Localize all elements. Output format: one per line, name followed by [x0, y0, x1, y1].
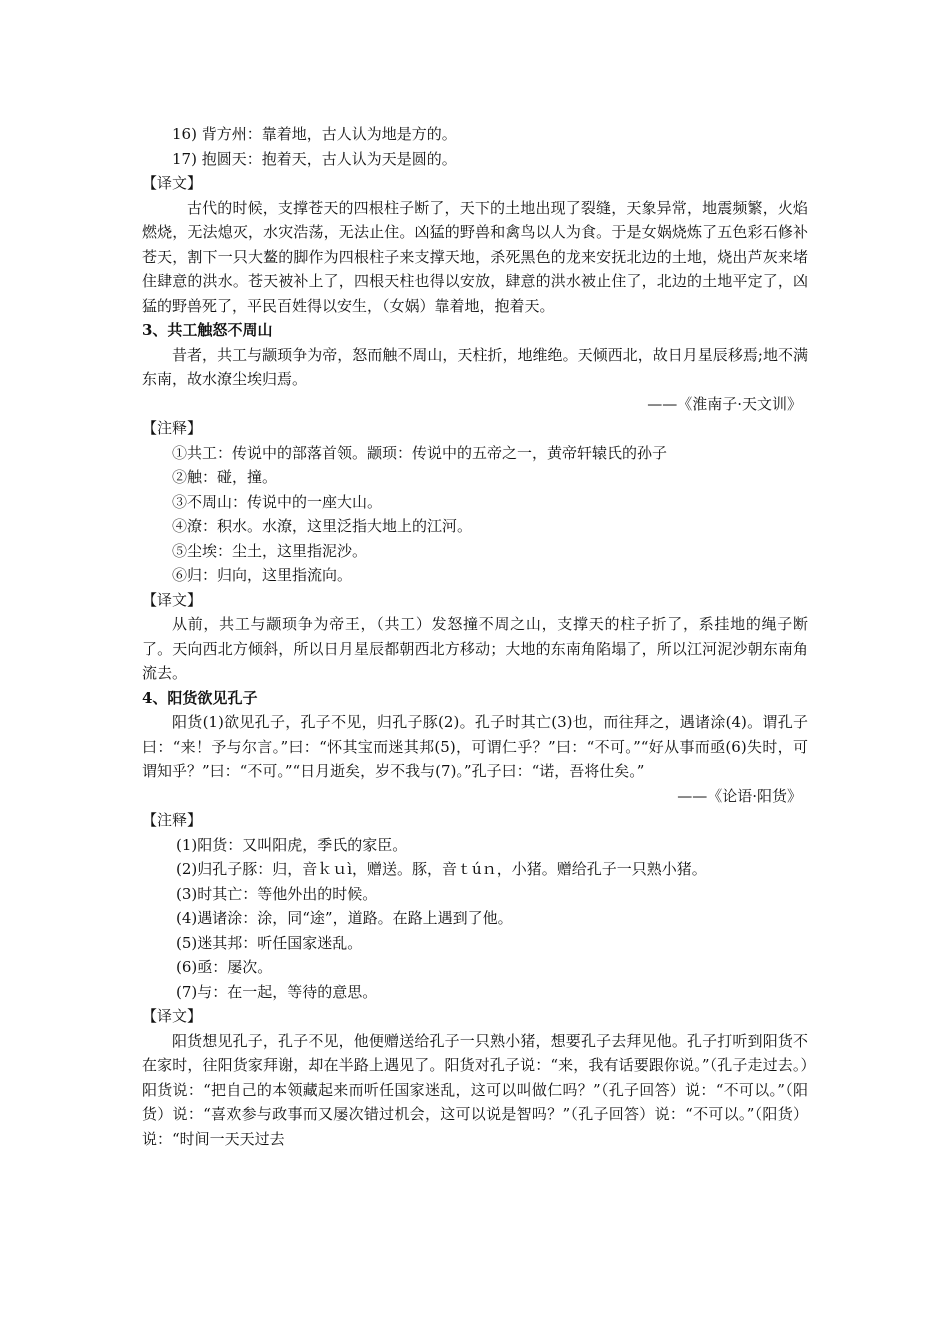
note-item: (2)归孔子豚：归，音ｋｕì，赠送。豚，音ｔúｎ，小猪。赠给孔子一只熟小猪。: [176, 860, 707, 878]
section-title: 3、共工触怒不周山: [142, 321, 273, 339]
note-item: ②触：碰，撞。: [172, 468, 278, 486]
original-text: 昔者，共工与颛顼争为帝，怒而触不周山，天柱折，地维绝。天倾西北，故日月星辰移焉;地不满东南，故水潦尘埃归焉。: [142, 345, 808, 388]
translation-label: 【译文】: [142, 1007, 203, 1025]
note-item: ④潦：积水。水潦，这里泛指大地上的江河。: [172, 517, 473, 535]
document-body: [142, 122, 808, 1151]
note-item: (1)阳货：又叫阳虎，季氏的家臣。: [176, 835, 408, 854]
note-item: (4)遇诸涂：涂，同“途”，道路。在路上遇到了他。: [176, 909, 513, 927]
notes-label: 【注释】: [142, 419, 203, 437]
note-item: (5)迷其邦：听任国家迷乱。: [176, 933, 363, 952]
translation-paragraph: 从前，共工与颛顼争为帝王，（共工）发怒撞不周之山，支撑天的柱子折了，系挂地的绳子断了。天向西北方倾斜，所以日月星辰都朝西北方移动；大地的东南角陷塌了，所以江河泥沙朝东南角流去。: [142, 615, 808, 682]
source-citation: ——《淮南子·天文训》: [647, 394, 802, 413]
original-text: 阳货(1)欲见孔子，孔子不见，归孔子豚(2)。孔子时其亡(3)也，而往拜之，遇诸涂(4)。谓孔子曰：“来！予与尔言。”曰：“怀其宝而迷其邦(5)，可谓仁乎？”曰：“不可。”“好从事而亟(6)失时，可谓知乎？”曰：“不可。”“日月逝矣，岁不我与(7)。”孔子曰：“诺，吾将仕矣。”: [142, 713, 808, 780]
source-citation: ——《论语·阳货》: [677, 786, 802, 805]
translation-paragraph: 古代的时候，支撑苍天的四根柱子断了，天下的土地出现了裂缝，天象异常，地震频繁，火焰燃烧，无法熄灭，水灾浩荡，无法止住。凶猛的野兽和禽鸟以人为食。于是女娲烧炼了五色彩石修补苍天，割下一只大鳌的脚作为四根柱子来支撑天地，杀死黑色的龙来安抚北边的土地，烧出芦灰来堵住肆意的洪水。苍天被补上了，四根天柱也得以安放，肆意的洪水被止住了，北边的土地平定了，凶猛的野兽死了，平民百姓得以安生，（女娲）靠着地，抱着天。: [142, 198, 808, 315]
notes-label: 【注释】: [142, 811, 203, 829]
translation-label: 【译文】: [142, 174, 203, 192]
note-16: 16) 背方州：靠着地，古人认为地是方的。: [172, 125, 457, 143]
note-item: ⑥归：归向，这里指流向。: [172, 566, 353, 584]
note-item: ③不周山：传说中的一座大山。: [172, 492, 383, 511]
note-item: (7)与：在一起，等待的意思。: [176, 982, 378, 1001]
section-title: 4、阳货欲见孔子: [142, 688, 258, 707]
translation-paragraph: 阳货想见孔子，孔子不见，他便赠送给孔子一只熟小猪，想要孔子去拜见他。孔子打听到阳货不在家时，往阳货家拜谢，却在半路上遇见了。阳货对孔子说：“来，我有话要跟你说。”（孔子走过去。）阳货说：“把自己的本领藏起来而听任国家迷乱，这可以叫做仁吗？”（孔子回答）说：“不可以。”（阳货）说：“喜欢参与政事而又屡次错过机会，这可以说是智吗？”（孔子回答）说：“不可以。”（阳货）说：“时间一天天过去: [142, 1031, 808, 1148]
note-item: ①共工：传说中的部落首领。颛顼：传说中的五帝之一，黄帝轩辕氏的孙子: [172, 443, 668, 462]
note-item: (6)亟：屡次。: [176, 958, 273, 976]
note-item: (3)时其亡：等他外出的时候。: [176, 884, 378, 903]
note-item: ⑤尘埃：尘土，这里指泥沙。: [172, 541, 368, 560]
translation-label: 【译文】: [142, 590, 203, 609]
note-17: 17) 抱圆天：抱着天，古人认为天是圆的。: [172, 149, 457, 168]
